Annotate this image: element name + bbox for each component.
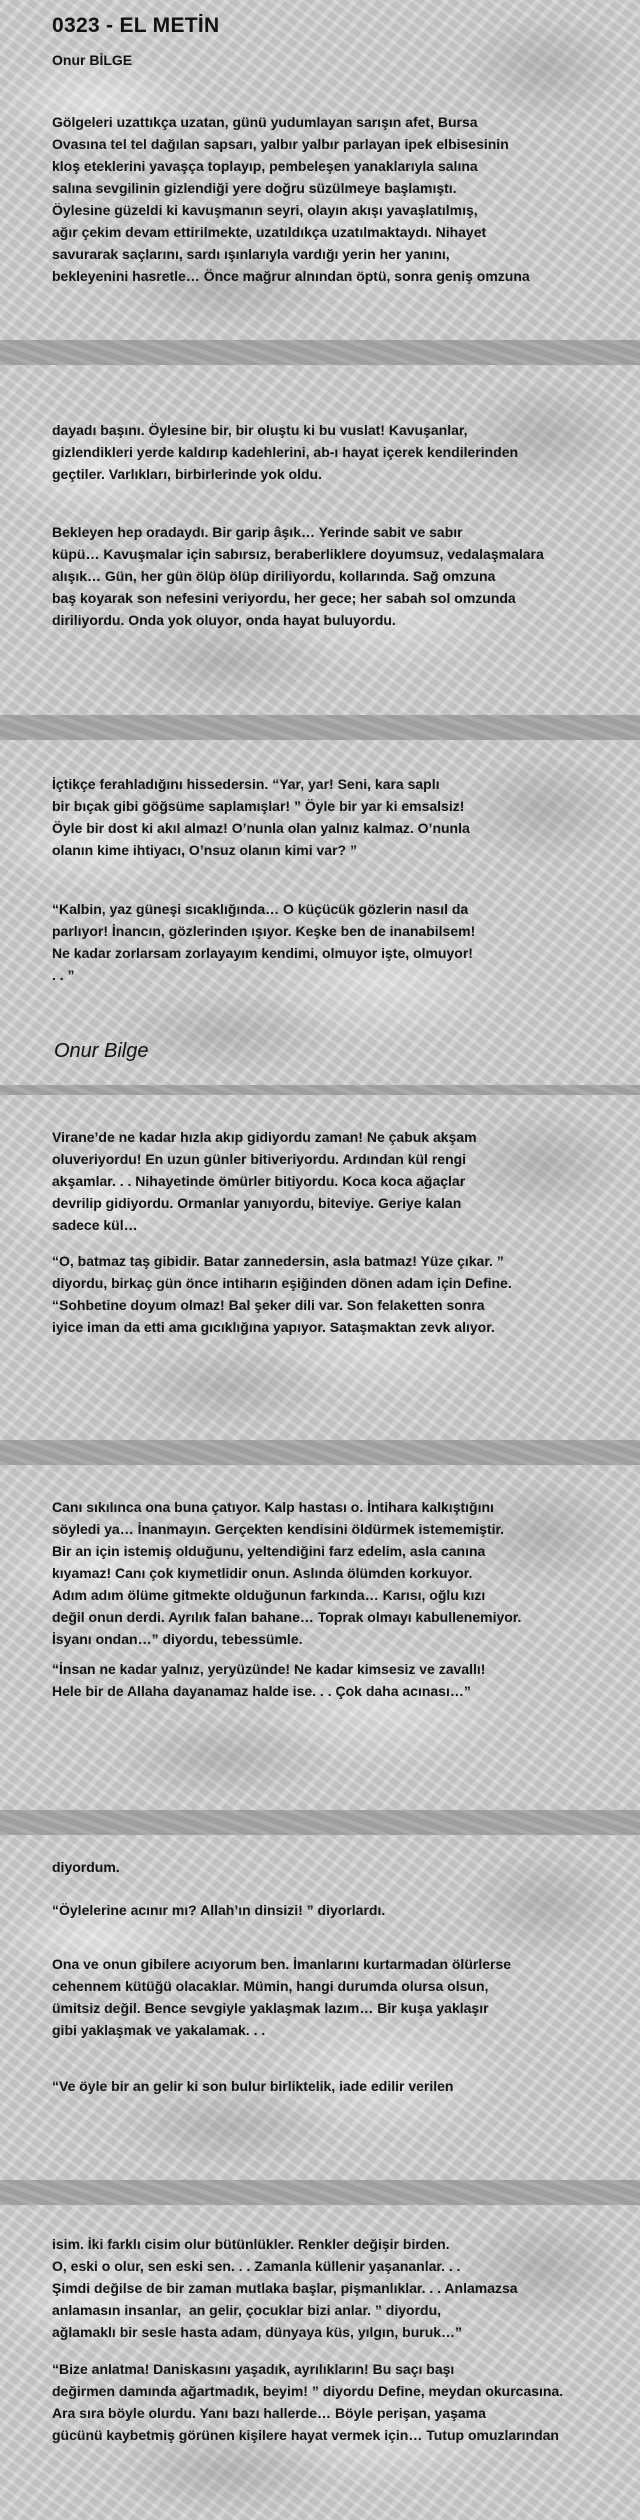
paragraph: diyordum. — [52, 1859, 120, 1875]
paragraph: “Kalbin, yaz güneşi sıcaklığında… O küçücük gözlerin nasıl da parlıyor! İnancın, gözlerinden ışıyor. Keşke ben de inanabilsem! Ne kadar zorlarsam zorlayayım kendimi, olmuyor işte, olmuyor! . . ” — [52, 901, 476, 983]
paragraph: “Bize anlatma! Daniskasını yaşadık, ayrılıkların! Bu saçı başı değirmen damında ağartmadık, beyim! ” diyordu Define, meydan okurcasına. Ara sıra böyle olurdu. Yanı bazı hallerde… Böyle perişan, yaşama gücünü kaybetmiş görünen kişilere hayat vermek için… Tutup omuzlarından — [52, 2361, 564, 2443]
block-separator — [0, 1440, 640, 1465]
paragraph: Canı sıkılınca ona buna çatıyor. Kalp hastası o. İntihara kalkıştığını söyledi ya… İnanmayın. Gerçekten kendisini öldürmek istememiştir. Bir an için istemiş olduğunu, yeltendiğini farz edelim, asla canına kıyamaz! Canı çok kıymetlidir onun. Aslında ölümden korkuyor. Adım adım ölüme gitmekte olduğunun farkında… Karısı, oğlu kızı değil onun derdi. Ayrılık falan bahane… Toprak olmayı kabullenemiyor. İsyanı ondan…” diyordu, tebessümle. — [52, 1499, 522, 1647]
article-author: Onur BİLGE — [52, 52, 133, 68]
article-title: 0323 - EL METİN — [52, 14, 220, 37]
signature: Onur Bilge — [54, 1040, 149, 1062]
paragraph: Ona ve onun gibilere acıyorum ben. İmanlarını kurtarmadan ölürlerse cehennem kütüğü olacaklar. Mümin, hangi durumda olursa olsun, ümitsiz değil. Bence sevgiyle yaklaşmak lazım… Bir kuşa yaklaşır gibi yaklaşmak ve yakalamak. . . — [52, 1956, 512, 2038]
paragraph: “Öylelerine acınır mı? Allah’ın dinsizi! ” diyorlardı. — [52, 1902, 386, 1918]
block-separator — [0, 715, 640, 740]
paragraph: dayadı başını. Öylesine bir, bir oluştu ki bu vuslat! Kavuşanlar, gizlendikleri yerde kaldırıp kadehlerini, ab-ı hayat içerek kendilerinden geçtiler. Varlıkları, birbirlerinde yok oldu. — [52, 422, 519, 482]
paragraph: İçtikçe ferahladığını hissedersin. “Yar, yar! Seni, kara saplı bir bıçak gibi göğsüme saplamışlar! ” Öyle bir yar ki emsalsiz! Öyle bir dost ki akıl almaz! O’nunla olan yalnız kalmaz. O’nunla olanın kime ihtiyacı, O’nsuz olanın kimi var? ” — [52, 776, 470, 858]
block-separator — [0, 1085, 640, 1095]
paragraph: “İnsan ne kadar yalnız, yeryüzünde! Ne kadar kimsesiz ve zavallı! Hele bir de Allaha dayanamaz halde ise. . . Çok daha acınası…” — [52, 1661, 486, 1699]
block-separator — [0, 340, 640, 365]
paragraph: isim. İki farklı cisim olur bütünlükler. Renkler değişir birden. O, eski o olur, sen eski sen. . . Zamanla küllenir yaşananlar. . . Şimdi değilse de bir zaman mutlaka başlar, pişmanlıklar. . . Anlamazsa anlamasın insanlar, an gelir, çocuklar bizi anlar. ” diyordu, ağlamaklı bir sesle hasta adam, dünyaya küs, yılgın, buruk…” — [52, 2236, 518, 2340]
paragraph: “O, batmaz taş gibidir. Batar zannedersin, asla batmaz! Yüze çıkar. ” diyordu, birkaç gün önce intiharın eşiğinden dönen adam için Define. “Sohbetine doyum olmaz! Bal şeker dili var. Son felaketten sonra iyice iman da etti ama gıcıklığına yapıyor. Sataşmaktan zevk alıyor. — [52, 1253, 512, 1335]
block-separator — [0, 2180, 640, 2205]
block-separator — [0, 1810, 640, 1835]
paragraph: Gölgeleri uzattıkça uzatan, günü yudumlayan sarışın afet, Bursa Ovasına tel tel dağılan sapsarı, yalbır yalbır parlayan ipek elbisesinin kloş eteklerini yavaşça toplayıp, pembeleşen yanaklarıyla salına salına sevgilinin gizlendiği yere doğru süzülmeye başlamıştı. Öylesine güzeldi ki kavuşmanın seyri, olayın akışı yavaşlatılmış, ağır çekim devam ettirilmekte, uzatıldıkça uzatılmaktaydı. Nihayet savurarak saçlarını, sardı ışınlarıyla vardığı yerin her yanını, bekleyenini hasretle… Önce mağrur alnından öptü, sonra geniş omzuna — [52, 114, 530, 284]
paragraph: Virane’de ne kadar hızla akıp gidiyordu zaman! Ne çabuk akşam oluveriyordu! En uzun günler bitiveriyordu. Ardından kül rengi akşamlar. . . Nihayetinde ömürler bitiyordu. Koca koca ağaçlar devrilip gidiyordu. Ormanlar yanıyordu, biteviye. Geriye kalan sadece kül… — [52, 1129, 477, 1233]
paragraph: “Ve öyle bir an gelir ki son bulur birliktelik, iade edilir verilen — [52, 2078, 454, 2094]
paragraph: Bekleyen hep oradaydı. Bir garip âşık… Yerinde sabit ve sabır küpü… Kavuşmalar için sabırsız, beraberliklere doyumsuz, vedalaşmalara alışık… Gün, her gün ölüp ölüp diriliyordu, kollarında. Sağ omzuna baş koyarak son nefesini veriyordu, her gece; her sabah sol omzunda diriliyordu. Onda yok oluyor, onda hayat buluyordu. — [52, 524, 544, 628]
